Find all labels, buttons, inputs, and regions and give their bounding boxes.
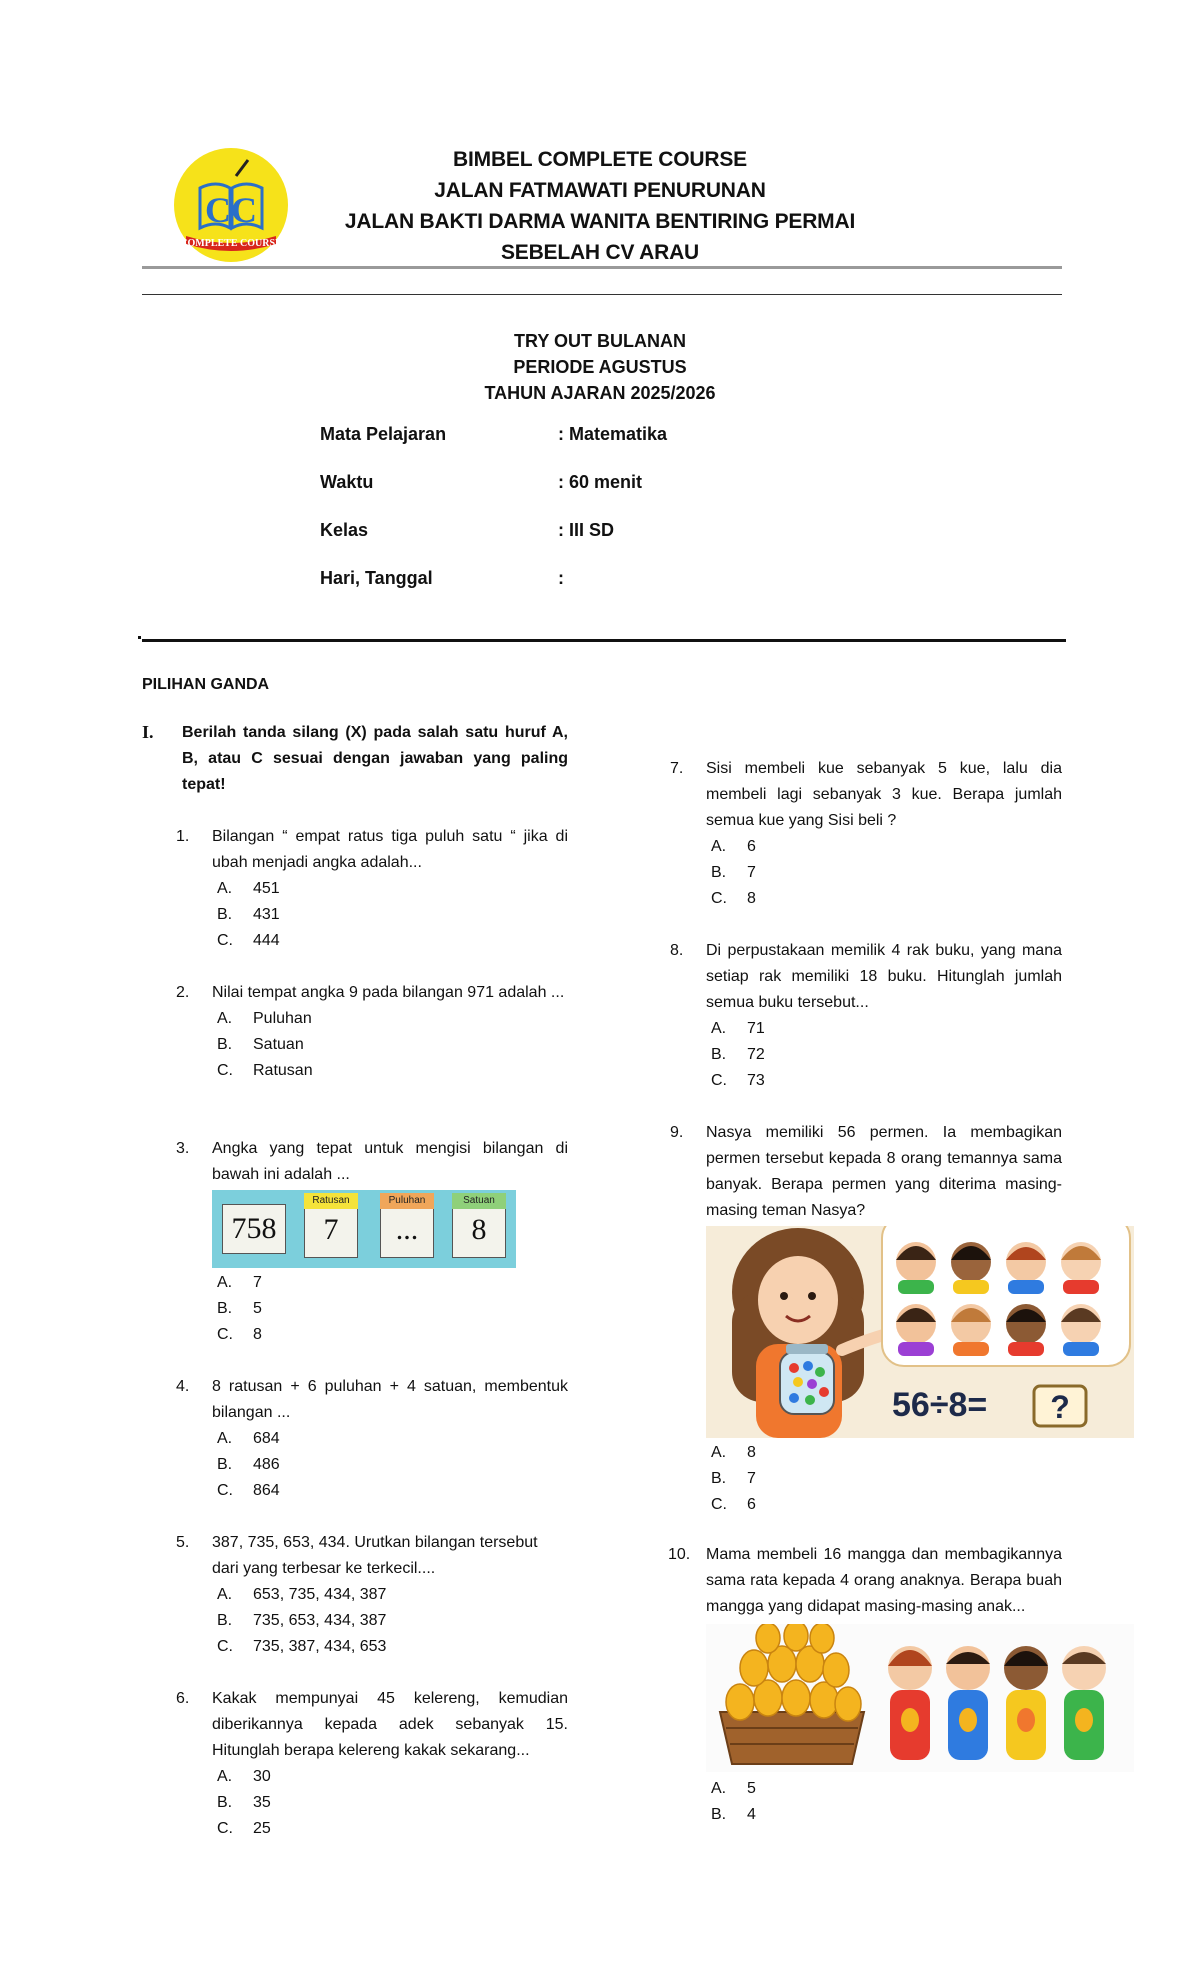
info-row-time <box>320 472 820 520</box>
info-label: Kelas <box>320 520 369 540</box>
ratusan-value: 7 <box>323 1213 339 1246</box>
option-c[interactable]: C. 735, 387, 434, 653 <box>217 1638 387 1655</box>
question-text: Angka yang tepat untuk mengisi bilangan di bawah ini adalah ... <box>212 1140 568 1183</box>
question-number: 2. <box>176 984 190 1001</box>
header-line-2: JALAN FATMAWATI PENURUNAN <box>434 179 766 202</box>
info-value: : 60 menit <box>558 472 643 492</box>
exam-title-line-3: TAHUN AJARAN 2025/2026 <box>484 383 716 403</box>
option-a[interactable]: A. 71 <box>711 1020 765 1037</box>
option-c[interactable]: C. 8 <box>711 890 756 907</box>
option-c[interactable]: C. 864 <box>217 1482 280 1499</box>
option-b[interactable]: B. 4 <box>711 1806 756 1823</box>
option-a[interactable]: A. 8 <box>711 1444 756 1461</box>
question-text: Sisi membeli kue sebanyak 5 kue, lalu dia membeli lagi sebanyak 3 kue. Berapa jumlah semua kue yang Sisi beli ? <box>706 760 1062 829</box>
question-text: Nasya memiliki 56 permen. Ia membagikan permen tersebut kepada 8 orang temannya sama banyak. Berapa permen yang diterima masing-masing teman Nasya? <box>706 1124 1062 1219</box>
option-b[interactable]: B. 486 <box>217 1456 280 1473</box>
place-value-figure <box>212 1190 516 1268</box>
puluhan-value: ... <box>395 1213 419 1246</box>
question-number: 9. <box>670 1124 684 1141</box>
divider-dot <box>138 636 141 639</box>
header-divider-thick <box>142 266 1062 269</box>
question-5 <box>176 1530 568 1660</box>
info-value: : Matematika <box>558 424 668 444</box>
question-text: Di perpustakaan memilik 4 rak buku, yang mana setiap rak memiliki 18 buku. Hitunglah jumlah semua buku tersebut... <box>706 942 1062 1011</box>
info-value: : <box>558 568 564 588</box>
info-row-date <box>320 568 820 616</box>
puluhan-card <box>380 1195 434 1258</box>
section-instruction: Berilah tanda silang (X) pada salah satu huruf A, B, atau C sesuai dengan jawaban yang paling tepat! <box>182 724 568 793</box>
info-row-subject <box>320 424 820 472</box>
question-number: 10. <box>668 1546 691 1563</box>
equation-text: 56÷8= <box>892 1386 988 1424</box>
question-1 <box>176 824 568 954</box>
info-value: : III SD <box>558 520 615 540</box>
header-line-4: SEBELAH CV ARAU <box>500 241 700 264</box>
option-b[interactable]: B. 7 <box>711 1470 756 1487</box>
option-a[interactable]: A. 30 <box>217 1768 271 1785</box>
info-label: Mata Pelajaran <box>320 424 447 444</box>
option-c[interactable]: C. 8 <box>217 1326 262 1343</box>
mango-sharing-illustration <box>706 1624 1134 1772</box>
question-9 <box>670 1120 1070 1518</box>
answer-options <box>217 1582 568 1660</box>
question-2 <box>176 980 568 1084</box>
info-label: Waktu <box>320 472 374 492</box>
ratusan-tag: Ratusan <box>304 1193 358 1209</box>
option-c[interactable]: C. 73 <box>711 1072 765 1089</box>
option-b[interactable]: B. 431 <box>217 906 280 923</box>
section-title: PILIHAN GANDA <box>142 676 270 693</box>
question-number: 6. <box>176 1690 190 1707</box>
answer-options <box>711 834 1062 912</box>
question-number: 1. <box>176 828 190 845</box>
option-a[interactable]: A. 451 <box>217 880 280 897</box>
candy-sharing-illustration <box>706 1226 1134 1438</box>
number-card: 758 <box>222 1204 286 1254</box>
option-a[interactable]: A. 653, 735, 434, 387 <box>217 1586 387 1603</box>
question-number: 4. <box>176 1378 190 1395</box>
equation-unknown: ? <box>1050 1389 1070 1425</box>
question-text: Nilai tempat angka 9 pada bilangan 971 adalah ... <box>212 984 565 1001</box>
option-b[interactable]: B. Satuan <box>217 1036 304 1053</box>
ratusan-card <box>304 1195 358 1258</box>
option-b[interactable]: B. 35 <box>217 1794 271 1811</box>
header-line-3: JALAN BAKTI DARMA WANITA BENTIRING PERMAI <box>344 210 856 233</box>
question-text: Bilangan “ empat ratus tiga puluh satu “ jika di ubah menjadi angka adalah... <box>212 828 568 871</box>
question-text: Kakak mempunyai 45 kelereng, kemudian diberikannya kepada adek sebanyak 15. Hitunglah berapa kelereng kakak sekarang... <box>212 1690 568 1759</box>
question-number: 5. <box>176 1534 190 1551</box>
question-4 <box>176 1374 568 1504</box>
header-line-1: BIMBEL COMPLETE COURSE <box>453 148 747 171</box>
option-a[interactable]: A. 684 <box>217 1430 280 1447</box>
section-number: I. <box>142 722 154 742</box>
option-b[interactable]: B. 72 <box>711 1046 765 1063</box>
school-logo <box>172 146 290 264</box>
option-a[interactable]: A. Puluhan <box>217 1010 312 1027</box>
question-number: 8. <box>670 942 684 959</box>
section-divider <box>142 639 1066 642</box>
institution-header <box>300 144 900 268</box>
answer-options <box>711 1440 1062 1518</box>
option-a[interactable]: A. 5 <box>711 1780 756 1797</box>
question-7 <box>670 756 1062 912</box>
puluhan-tag: Puluhan <box>380 1193 434 1209</box>
question-number: 3. <box>176 1140 190 1157</box>
question-text: 8 ratusan + 6 puluhan + 4 satuan, membentuk bilangan ... <box>212 1378 568 1421</box>
option-b[interactable]: B. 735, 653, 434, 387 <box>217 1612 387 1629</box>
satuan-card <box>452 1195 506 1258</box>
option-c[interactable]: C. Ratusan <box>217 1062 313 1079</box>
info-label: Hari, Tanggal <box>320 568 433 588</box>
option-a[interactable]: A. 6 <box>711 838 756 855</box>
option-b[interactable]: B. 5 <box>217 1300 262 1317</box>
answer-options <box>217 876 568 954</box>
option-c[interactable]: C. 444 <box>217 932 280 949</box>
option-a[interactable]: A. 7 <box>217 1274 262 1291</box>
answer-options <box>711 1776 1062 1828</box>
satuan-tag: Satuan <box>452 1193 506 1209</box>
exam-info-table <box>320 424 820 616</box>
logo-text: CC <box>205 190 257 230</box>
answer-options <box>217 1270 568 1348</box>
option-c[interactable]: C. 25 <box>217 1820 271 1837</box>
answer-options <box>217 1764 568 1842</box>
option-c[interactable]: C. 6 <box>711 1496 756 1513</box>
question-10 <box>670 1542 1062 1828</box>
answer-options <box>711 1016 1062 1094</box>
satuan-value: 8 <box>471 1213 487 1246</box>
info-row-class <box>320 520 820 568</box>
question-text: Mama membeli 16 mangga dan membagikannya sama rata kepada 4 orang anaknya. Berapa buah mangga yang didapat masing-masing anak... <box>706 1546 1062 1615</box>
exam-title-line-2: PERIODE AGUSTUS <box>513 357 687 377</box>
question-number: 7. <box>670 760 684 777</box>
logo-caption: COMPLETE COURSE <box>180 238 282 249</box>
option-b[interactable]: B. 7 <box>711 864 756 881</box>
answer-options <box>217 1006 568 1084</box>
answer-options <box>217 1426 568 1504</box>
exam-title-line-1: TRY OUT BULANAN <box>514 331 686 351</box>
question-3 <box>176 1136 568 1348</box>
exam-title <box>300 328 900 406</box>
question-8 <box>670 938 1062 1094</box>
header-divider-thin <box>142 294 1062 295</box>
question-text: 387, 735, 653, 434. Urutkan bilangan tersebut dari yang terbesar ke terkecil.... <box>212 1534 538 1577</box>
question-6 <box>176 1686 568 1842</box>
